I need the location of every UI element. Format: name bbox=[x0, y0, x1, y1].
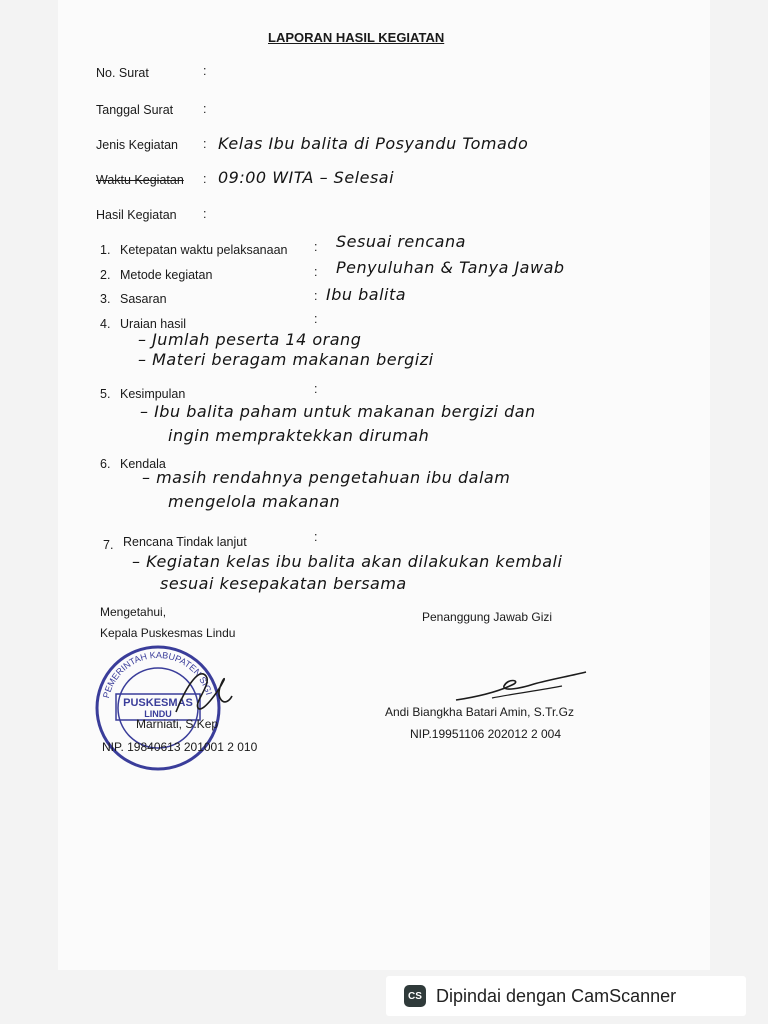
waktu-kegiatan-label: Waktu Kegiatan bbox=[96, 173, 184, 187]
gizi-name: Andi Biangkha Batari Amin, S.Tr.Gz bbox=[385, 705, 574, 719]
item-4-colon: : bbox=[314, 312, 318, 326]
item-4-line-1: – Jumlah peserta 14 orang bbox=[138, 330, 362, 349]
kepala-nip: NIP. 19840613 201001 2 010 bbox=[102, 740, 258, 754]
camscanner-badge bbox=[386, 976, 746, 1016]
waktu-kegiatan-value: 09:00 WITA – Selesai bbox=[218, 168, 395, 187]
item-1-line-1: Sesuai rencana bbox=[336, 232, 466, 251]
kepala-signature-icon bbox=[168, 662, 238, 724]
item-5-label: Kesimpulan bbox=[120, 387, 186, 401]
jenis-kegiatan-label: Jenis Kegiatan bbox=[96, 138, 179, 152]
jenis-kegiatan-colon: : bbox=[203, 137, 207, 151]
item-3-number: 3. bbox=[100, 292, 111, 306]
penanggung-jawab-title: Penanggung Jawab Gizi bbox=[422, 610, 553, 624]
gizi-signature-icon bbox=[452, 668, 592, 708]
item-2-label: Metode kegiatan bbox=[120, 268, 213, 282]
item-5-colon: : bbox=[314, 382, 318, 396]
kepala-name: Marniati, S.Kep bbox=[136, 717, 219, 731]
hasil-kegiatan-label: Hasil Kegiatan bbox=[96, 208, 177, 222]
item-7-label: Rencana Tindak lanjut bbox=[123, 535, 247, 549]
page-title: LAPORAN HASIL KEGIATAN bbox=[268, 30, 445, 45]
item-5-line-2: ingin mempraktekkan dirumah bbox=[168, 426, 430, 445]
item-1-label: Ketepatan waktu pelaksanaan bbox=[120, 243, 288, 257]
item-4-line-2: – Materi beragam makanan bergizi bbox=[138, 350, 434, 369]
item-7-line-2: sesuai kesepakatan bersama bbox=[160, 574, 407, 593]
item-3-colon: : bbox=[314, 289, 318, 303]
item-4-number: 4. bbox=[100, 317, 111, 331]
item-7-number: 7. bbox=[103, 538, 114, 552]
item-7-colon: : bbox=[314, 530, 318, 544]
gizi-nip: NIP.19951106 202012 2 004 bbox=[410, 727, 562, 741]
tanggal-surat-colon: : bbox=[203, 102, 207, 116]
kepala-puskesmas-title: Kepala Puskesmas Lindu bbox=[100, 626, 236, 640]
item-6-number: 6. bbox=[100, 457, 111, 471]
hasil-kegiatan-colon: : bbox=[203, 207, 207, 221]
tanggal-surat-label: Tanggal Surat bbox=[96, 103, 174, 117]
item-3-label: Sasaran bbox=[120, 292, 167, 306]
item-1-number: 1. bbox=[100, 243, 111, 257]
item-6-line-1: – masih rendahnya pengetahuan ibu dalam bbox=[142, 468, 511, 487]
mengetahui-text: Mengetahui, bbox=[100, 605, 167, 619]
item-6-label: Kendala bbox=[120, 457, 166, 471]
item-3-line-1: Ibu balita bbox=[326, 285, 407, 304]
item-5-line-1: – Ibu balita paham untuk makanan bergizi dan bbox=[140, 402, 536, 421]
camscanner-text: Dipindai dengan CamScanner bbox=[436, 985, 677, 1006]
item-2-colon: : bbox=[314, 265, 318, 279]
item-6-line-2: mengelola makanan bbox=[168, 492, 341, 511]
item-5-number: 5. bbox=[100, 387, 111, 401]
no-surat-label: No. Surat bbox=[96, 66, 149, 80]
item-4-label: Uraian hasil bbox=[120, 317, 187, 331]
jenis-kegiatan-value: Kelas Ibu balita di Posyandu Tomado bbox=[218, 134, 529, 153]
camscanner-icon: CS bbox=[404, 985, 426, 1007]
waktu-kegiatan-colon: : bbox=[203, 172, 207, 186]
stamp-center-text: PUSKESMAS bbox=[123, 697, 193, 709]
stamp-sub-text: LINDU bbox=[144, 709, 172, 719]
item-1-colon: : bbox=[314, 240, 318, 254]
no-surat-colon: : bbox=[203, 64, 207, 78]
stamp-arc-text: PEMERINTAH KABUPATEN SIGI bbox=[101, 649, 215, 700]
item-7-line-1: – Kegiatan kelas ibu balita akan dilakukan kembali bbox=[132, 552, 563, 571]
item-2-number: 2. bbox=[100, 268, 111, 282]
item-2-line-1: Penyuluhan & Tanya Jawab bbox=[336, 258, 565, 277]
